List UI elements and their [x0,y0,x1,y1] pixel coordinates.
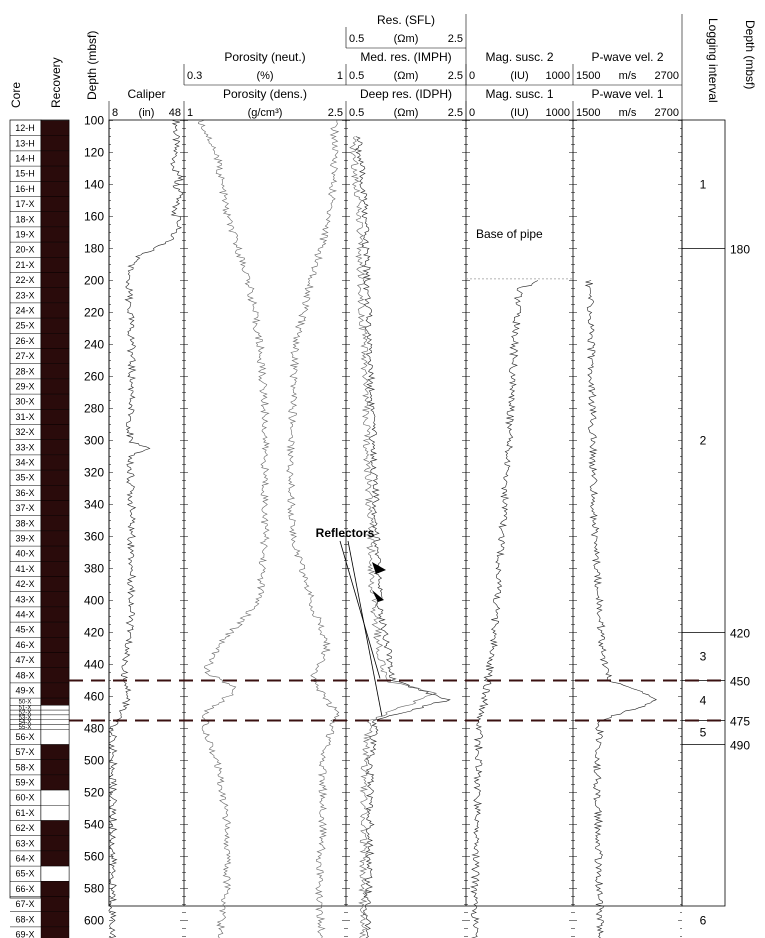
interval-boundary-label: 475 [730,714,751,729]
track-header-unit: (Ωm) [393,70,419,82]
track-header-max: 1000 [545,70,570,82]
recovery-bar [41,242,69,257]
recovery-bar [41,409,69,424]
depth-tick-label: 360 [83,529,104,544]
recovery-bar [41,318,69,333]
track-header-max: 2.5 [327,107,343,119]
logging-interval-frame [682,120,725,906]
core-label: 12-H [15,123,35,134]
depth-tick-label: 220 [83,305,104,320]
depth-tick-label: 560 [83,849,104,864]
track-header-min: 0.3 [187,70,203,82]
recovery-bar [41,760,69,775]
core-label: 44-X [15,609,35,620]
core-label: 49-X [15,685,35,696]
track-header-unit: (Ωm) [393,107,419,119]
recovery-bar [41,725,69,730]
core-label: 38-X [15,518,35,529]
core-label: 45-X [15,624,35,635]
interval-boundary-label: 180 [730,242,751,257]
core-label: 14-H [15,153,35,164]
core-label: 58-X [15,762,35,773]
core-label: 57-X [15,747,35,758]
logging-interval-header: Logging interval [706,18,720,103]
core-label: 26-X [15,335,35,346]
core-label: 33-X [15,442,35,453]
depth-tick-label: 280 [83,401,104,416]
recovery-bar [41,720,69,725]
recovery-bar [41,440,69,455]
depth-tick-label: 520 [83,785,104,800]
core-label: 47-X [15,655,35,666]
core-label: 36-X [15,487,35,498]
recovery-bar [41,394,69,409]
recovery-bar [41,531,69,546]
recovery-bar [41,425,69,440]
recovery-bar [41,912,69,927]
track-header-max: 48 [168,107,181,119]
core-label: 15-H [15,168,35,179]
recovery-bar [41,364,69,379]
core-label: 35-X [15,472,35,483]
core-label: 52-X [18,710,32,717]
core-recovery-panel [9,57,69,938]
track-header-label: Mag. susc. 1 [485,87,554,101]
core-label: 18-X [15,214,35,225]
core-label: 51-X [18,705,32,712]
track-header-min: 0 [469,107,476,119]
recovery-bar [41,897,69,912]
recovery-bar [41,181,69,196]
track-header-unit: (Ωm) [393,33,419,45]
core-label: 68-X [15,914,35,925]
track-header-unit: (in) [138,107,155,119]
core-label: 24-X [15,305,35,316]
recovery-bar [41,821,69,836]
recovery-bar [41,166,69,181]
core-label: 41-X [15,563,35,574]
core-label: 65-X [15,868,35,879]
core-label: 27-X [15,351,35,362]
track-header-unit: (%) [256,70,274,82]
core-label: 20-X [15,244,35,255]
track-header-label: P-wave vel. 2 [591,50,664,64]
recovery-bar [41,653,69,668]
track-header-label: Deep res. (IDPH) [359,87,453,101]
depth-tick-label: 120 [83,145,104,160]
core-label: 32-X [15,427,35,438]
core-label: 63-X [15,838,35,849]
recovery-bar [41,136,69,151]
log-curve-pwave [586,281,657,938]
recovery-bar [41,257,69,272]
depth-tick-label: 260 [83,369,104,384]
recovery-bar [41,592,69,607]
track-header-label: Mag. susc. 2 [485,50,554,64]
depth-tick-label: 600 [83,913,104,928]
core-label: 39-X [15,533,35,544]
recovery-bar [41,455,69,470]
track-header-unit: m/s [618,70,637,82]
recovery-bar [41,710,69,715]
core-label: 50-X [18,699,32,706]
track-header-min: 1500 [576,107,601,119]
core-column-header: Core [9,81,23,108]
core-label: 42-X [15,579,35,590]
depth-tick-label: 180 [83,241,104,256]
interval-boundary-label: 490 [730,738,751,753]
depth-tick-label: 540 [83,817,104,832]
core-label: 55-X [18,724,32,731]
track-header-max: 2.5 [447,107,463,119]
track-header-max: 2700 [654,107,679,119]
depth-tick-label: 440 [83,657,104,672]
recovery-bar [41,927,69,938]
track-header-label: Med. res. (IMPH) [360,50,452,64]
recovery-bar [41,705,69,710]
track-header-label: Porosity (dens.) [222,87,308,101]
base-of-pipe-label: Base of pipe [476,227,543,241]
track-header-label: P-wave vel. 1 [591,87,664,101]
reflector-arrowhead [372,590,384,602]
core-label: 46-X [15,639,35,650]
recovery-bar [41,349,69,364]
core-label: 17-X [15,199,35,210]
interval-number: 4 [699,693,707,708]
depth-tick-label: 140 [83,177,104,192]
depth-axis-label: Depth (mbsf) [85,30,99,100]
core-label: 69-X [15,929,35,938]
interval-number: 2 [699,433,707,448]
recovery-bar [41,715,69,720]
interval-number: 1 [699,177,707,192]
core-label: 62-X [15,823,35,834]
interval-number: 6 [699,913,707,928]
track-header-max: 2.5 [447,33,463,45]
recovery-bar [41,698,69,705]
track-header-min: 1 [187,107,194,119]
core-label: 13-H [15,138,35,149]
depth-axis [84,31,104,938]
recovery-bar [41,607,69,622]
recovery-bar [41,501,69,516]
track-header-min: 0 [469,70,476,82]
recovery-bar [41,273,69,288]
recovery-bar [41,729,69,744]
recovery-column-header: Recovery [49,57,63,108]
track-header-unit: (IU) [510,70,529,82]
core-label: 21-X [15,259,35,270]
core-label: 25-X [15,320,35,331]
log-panel-frame [109,120,682,906]
track-header-min: 8 [112,107,119,119]
interval-depth-header: Depth (mbsf) [743,20,757,90]
interval-number: 3 [699,649,707,664]
core-label: 37-X [15,503,35,514]
recovery-bar [41,866,69,881]
depth-tick-label: 200 [83,273,104,288]
depth-tick-label: 500 [83,753,104,768]
core-label: 28-X [15,366,35,377]
track-header-min: 0.5 [349,33,365,45]
recovery-bar [41,303,69,318]
recovery-bar [41,683,69,698]
logging-interval-panel [682,18,757,928]
core-label: 43-X [15,594,35,605]
recovery-bar [41,212,69,227]
recovery-bar [41,379,69,394]
recovery-bar [41,333,69,348]
core-label: 29-X [15,381,35,392]
log-curve-caliper [109,121,183,938]
track-header-unit: (IU) [510,107,529,119]
recovery-bar [41,470,69,485]
core-label: 30-X [15,396,35,407]
depth-tick-label: 340 [83,497,104,512]
recovery-bar [41,622,69,637]
core-label: 48-X [15,670,35,681]
depth-tick-label: 300 [83,433,104,448]
core-label: 54-X [18,720,32,727]
recovery-bar [41,637,69,652]
log-curves [109,121,657,938]
core-label: 67-X [15,899,35,910]
core-label: 64-X [15,853,35,864]
track-header-label: Res. (SFL) [376,13,436,27]
depth-tick-label: 580 [83,881,104,896]
track-header-min: 0.5 [349,70,365,82]
interval-boundary-label: 420 [730,626,751,641]
recovery-bar [41,151,69,166]
core-label: 56-X [15,731,35,742]
depth-tick-label: 160 [83,209,104,224]
core-label: 59-X [15,777,35,788]
depth-tick-label: 240 [83,337,104,352]
track-header-label: Porosity (neut.) [224,50,306,64]
recovery-bar [41,836,69,851]
log-curve-porosity [198,121,269,938]
depth-tick-label: 380 [83,561,104,576]
core-label: 16-H [15,183,35,194]
core-label: 22-X [15,275,35,286]
track-header-max: 1000 [545,107,570,119]
annotations [69,227,725,721]
core-label: 61-X [15,807,35,818]
recovery-bar [41,745,69,760]
core-label: 31-X [15,411,35,422]
log-curve-magsusc [469,281,538,938]
recovery-bar [41,561,69,576]
depth-tick-label: 100 [83,113,104,128]
core-label: 19-X [15,229,35,240]
track-header-max: 2700 [654,70,679,82]
recovery-bar [41,227,69,242]
recovery-bar [41,288,69,303]
track-header-unit: m/s [618,107,637,119]
interval-boundary-label: 450 [730,674,751,689]
depth-tick-label: 320 [83,465,104,480]
track-header-max: 1 [336,70,343,82]
depth-tick-label: 460 [83,689,104,704]
recovery-bar [41,851,69,866]
core-label: 40-X [15,548,35,559]
recovery-bar [41,546,69,561]
grid-layer [109,120,682,938]
interval-number: 5 [699,725,707,740]
track-header-min: 1500 [576,70,601,82]
track-header-min: 0.5 [349,107,365,119]
recovery-bar [41,485,69,500]
recovery-bar [41,197,69,212]
depth-tick-label: 400 [83,593,104,608]
core-label: 66-X [15,883,35,894]
core-label: 23-X [15,290,35,301]
depth-tick-label: 480 [83,721,104,736]
recovery-bar [41,805,69,820]
track-header-label: Caliper [127,87,166,101]
recovery-bar [41,775,69,790]
track-header-unit: (g/cm³) [247,107,283,119]
track-headers [109,13,682,122]
recovery-bar [41,121,69,136]
core-label: 34-X [15,457,35,468]
recovery-bar [41,577,69,592]
reflectors-label: Reflectors [315,526,375,540]
recovery-bar [41,668,69,683]
recovery-bar [41,516,69,531]
recovery-bar [41,881,69,896]
core-label: 53-X [18,715,32,722]
depth-tick-label: 420 [83,625,104,640]
core-label: 60-X [15,792,35,803]
recovery-bar [41,790,69,805]
track-header-max: 2.5 [447,70,463,82]
